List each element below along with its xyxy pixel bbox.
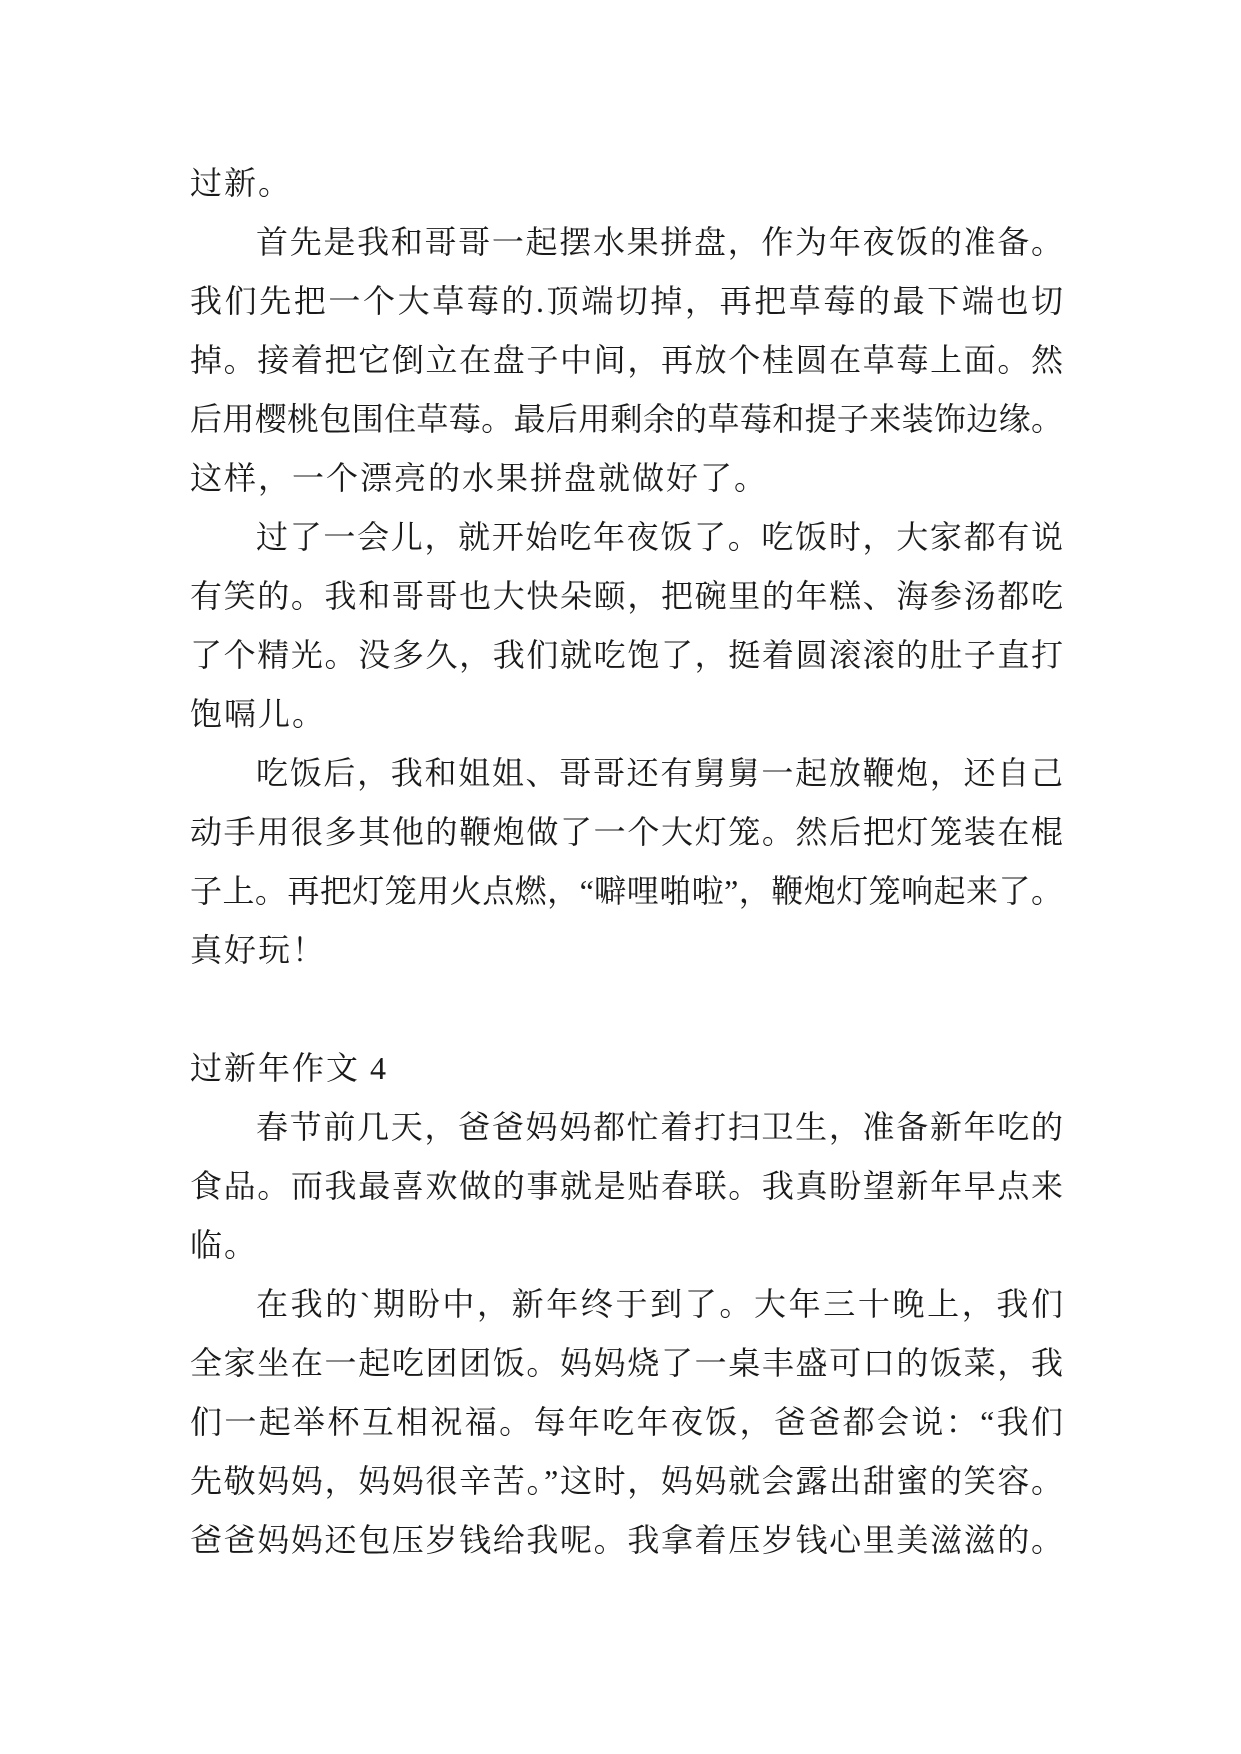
text-line: 掉。接着把它倒立在盘子中间，再放个桂圆在草莓上面。然 <box>190 342 1063 378</box>
text-line: 们一起举杯互相祝福。每年吃年夜饭，爸爸都会说：“我们 <box>190 1404 1063 1440</box>
text-line: 食品。而我最喜欢做的事就是贴春联。我真盼望新年早点来 <box>190 1168 1063 1204</box>
text-line: 全家坐在一起吃团团饭。妈妈烧了一桌丰盛可口的饭菜，我 <box>190 1345 1063 1381</box>
text-line: 有笑的。我和哥哥也大快朵颐，把碗里的年糕、海参汤都吃 <box>190 578 1063 614</box>
text-line: 爸爸妈妈还包压岁钱给我呢。我拿着压岁钱心里美滋滋的。 <box>190 1522 1063 1558</box>
text-line: 后用樱桃包围住草莓。最后用剩余的草莓和提子来装饰边缘。 <box>190 401 1063 437</box>
text-line: 临。 <box>190 1227 259 1263</box>
section-heading: 过新年作文 4 <box>190 1050 389 1086</box>
text-line: 吃饭后，我和姐姐、哥哥还有舅舅一起放鞭炮，还自己 <box>256 755 1063 791</box>
text-line: 先敬妈妈，妈妈很辛苦。”这时，妈妈就会露出甜蜜的笑容。 <box>190 1463 1063 1499</box>
text-line: 子上。再把灯笼用火点燃，“噼哩啪啦”，鞭炮灯笼响起来了。 <box>190 873 1063 909</box>
text-line: 过新。 <box>190 165 293 201</box>
text-line: 动手用很多其他的鞭炮做了一个大灯笼。然后把灯笼装在棍 <box>190 814 1063 850</box>
text-line: 了个精光。没多久，我们就吃饱了，挺着圆滚滚的肚子直打 <box>190 637 1063 673</box>
text-line: 饱嗝儿。 <box>190 696 327 732</box>
text-line: 春节前几天，爸爸妈妈都忙着打扫卫生，准备新年吃的 <box>256 1109 1063 1145</box>
text-line: 真好玩！ <box>190 932 327 968</box>
text-line: 首先是我和哥哥一起摆水果拼盘，作为年夜饭的准备。 <box>256 224 1063 260</box>
text-line: 这样，一个漂亮的水果拼盘就做好了。 <box>190 460 769 496</box>
text-line: 过了一会儿，就开始吃年夜饭了。吃饭时，大家都有说 <box>256 519 1063 555</box>
text-line: 在我的`期盼中，新年终于到了。大年三十晚上，我们 <box>256 1286 1063 1322</box>
text-line: 我们先把一个大草莓的.顶端切掉，再把草莓的最下端也切 <box>190 283 1063 319</box>
blank-line <box>190 980 1063 1039</box>
essay-text-block <box>190 154 1063 1570</box>
